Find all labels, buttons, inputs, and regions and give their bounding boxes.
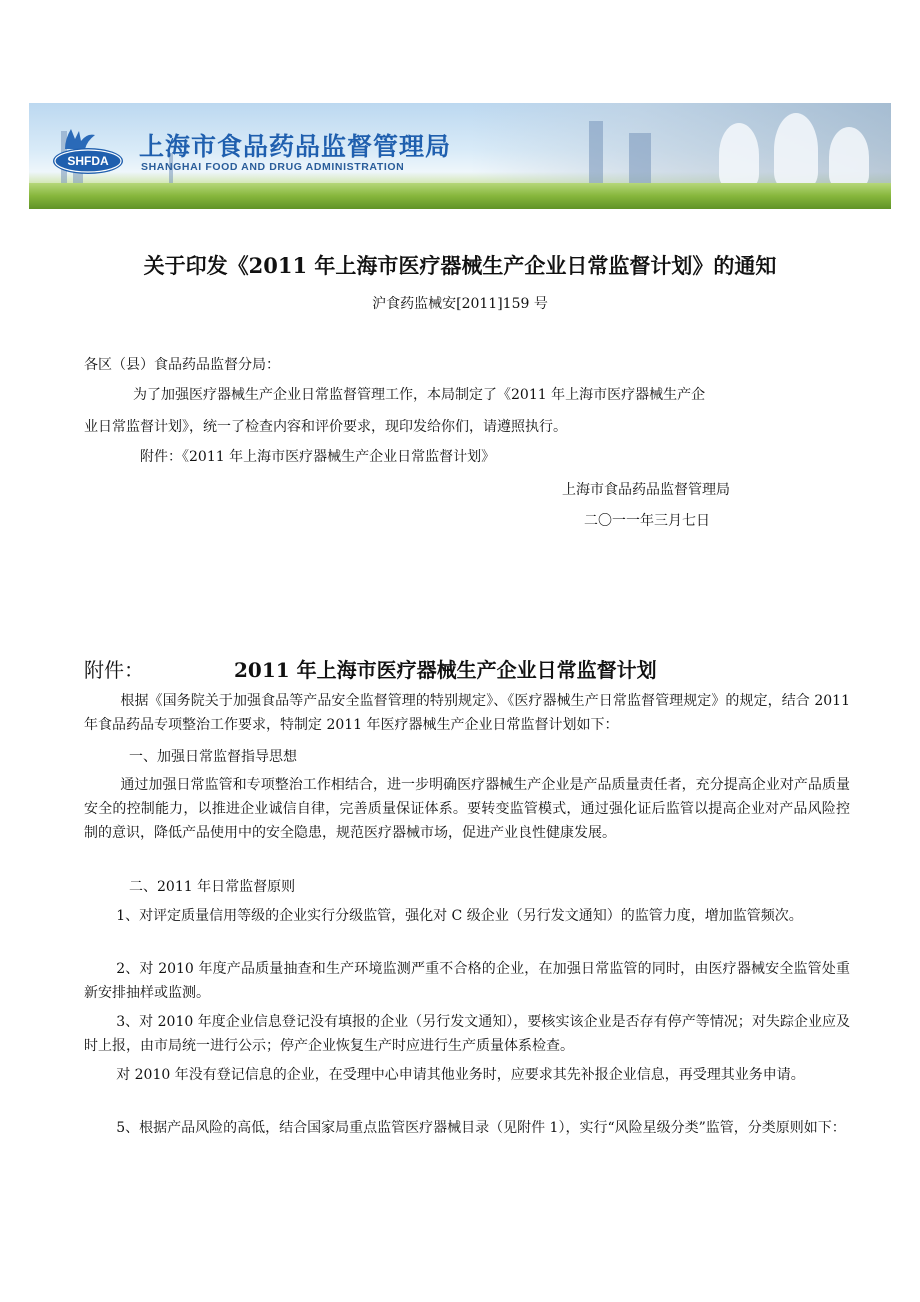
notice-attachment-line: 附件：《2011 年上海市医疗器械生产企业日常监督计划》: [140, 449, 496, 465]
principle-item-1: 1、对评定质量信用等级的企业实行分级监管，强化对 C 级企业（另行发文通知）的监管力度，增加监管频次。: [116, 908, 803, 924]
lab-worker-photo: [719, 123, 759, 187]
salutation: 各区（县）食品药品监督分局：: [84, 357, 280, 373]
notice-body-line-1: 为了加强医疗器械生产企业日常监督管理工作，本局制定了《2011 年上海市医疗器械生产企: [133, 387, 706, 403]
principle-item-3: 3、对 2010 年度企业信息登记没有填报的企业（另行发文通知），要核实该企业是否存有停产等情况；对失踪企业应及时上报，由市局统一进行公示；停产企业恢复生产时应进行生产质量体系检查。: [84, 1014, 850, 1054]
attachment-title: 2011 年上海市医疗器械生产企业日常监督计划: [234, 658, 657, 682]
notice-body-line-2: 业日常监督计划》，统一了检查内容和评价要求，现印发给你们，请遵照执行。: [84, 419, 567, 435]
svg-text:SHFDA: SHFDA: [67, 154, 109, 168]
section-2-heading: 二、2011 年日常监督原则: [129, 879, 296, 895]
principle-item-3-note: 对 2010 年没有登记信息的企业，在受理中心申请其他业务时，应要求其先补报企业信息，再受理其业务申请。: [116, 1067, 805, 1083]
signature-date: 二〇一一年三月七日: [584, 513, 710, 529]
org-name-cn: 上海市食品药品监督管理局: [139, 132, 452, 161]
signature-org: 上海市食品药品监督管理局: [562, 482, 730, 498]
org-name-en: SHANGHAI FOOD AND DRUG ADMINISTRATION: [141, 161, 405, 173]
section-1-body: 通过加强日常监管和专项整治工作相结合，进一步明确医疗器械生产企业是产品质量责任者，充分提高企业对产品质量安全的控制能力，以推进企业诚信自律，完善质量保证体系。要转变监管模式，通过强化证后监管以提高企业对产品风险控制的意识，降低产品使用中的安全隐患，规范医疗器械市场，促进产业良性健康发展。: [84, 777, 850, 841]
section-1-heading: 一、加强日常监督指导思想: [129, 749, 297, 765]
notice-title: 关于印发《2011 年上海市医疗器械生产企业日常监督计划》的通知: [143, 253, 777, 278]
attachment-label: 附件：: [84, 658, 144, 682]
principle-item-5: 5、根据产品风险的高低，结合国家局重点监管医疗器械目录（见附件 1），实行“风险星级分类”监管，分类原则如下：: [116, 1120, 846, 1136]
attachment-intro: 根据《国务院关于加强食品等产品安全监督管理的特别规定》、《医疗器械生产日常监督管理规定》的规定，结合 2011 年食品药品专项整治工作要求，特制定 2011 年医疗器械生产企业日常监督计划如下：: [84, 693, 850, 733]
grass-strip: [29, 183, 891, 209]
shfda-logo-icon: [51, 125, 125, 179]
principle-item-2: 2、对 2010 年度产品质量抽查和生产环境监测严重不合格的企业，在加强日常监管的同时，由医疗器械安全监管处重新安排抽样或监测。: [84, 961, 850, 1001]
document-number: 沪食药监械安[2011]159 号: [372, 296, 548, 312]
header-banner: [29, 103, 891, 209]
